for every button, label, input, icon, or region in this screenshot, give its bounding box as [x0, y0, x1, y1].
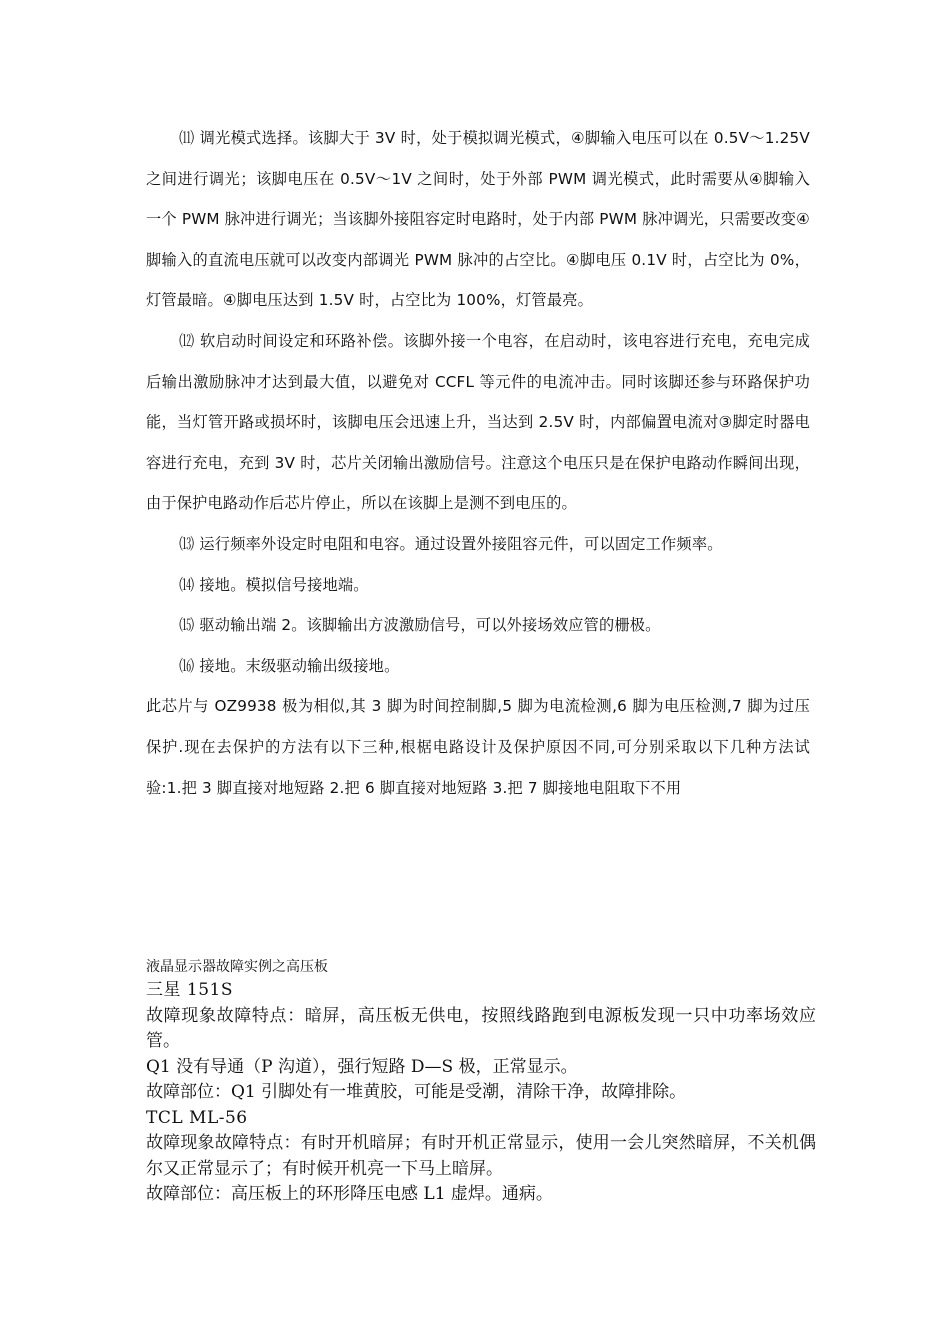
pin-16-paragraph: ⒃ 接地。末级驱动输出级接地。 [179, 656, 400, 675]
pin-15-paragraph: ⒂ 驱动输出端 2。该脚输出方波激励信号，可以外接场效应管的栅极。 [179, 616, 661, 635]
case1-symptom: 故障现象故障特点：暗屏，高压板无供电，按照线路跑到电源板发现一只中功率场效应管。 [146, 1005, 816, 1051]
case2-fault: 故障部位：高压板上的环形降压电感 L1 虚焊。通病。 [146, 1184, 553, 1204]
case1-fault: 故障部位：Q1 引脚处有一堆黄胶，可能是受潮，清除干净，故障排除。 [146, 1082, 687, 1102]
pin-11-paragraph: ⑾ 调光模式选择。该脚大于 3V 时，处于模拟调光模式，④脚输入电压可以在 0.5V～1.25V 之间进行调光；该脚电压在 0.5V～1V 之间时，处于外部 PWM 调光模式，此时需要从④脚输入一个 PWM 脉冲进行调光；当该脚外接阻容定时电路时，处于内部 PWM 脉冲调光，只需要改变④脚输入的直流电压就可以改变内部调光 PWM 脉冲的占空比。④脚电压 0.1V 时，占空比为 0%，灯管最暗。④脚电压达到 1.5V 时，占空比为 100%，灯管最亮。 [146, 129, 810, 310]
pin-12-paragraph: ⑿ 软启动时间设定和环路补偿。该脚外接一个电容，在启动时，该电容进行充电，充电完成后输出激励脉冲才达到最大值，以避免对 CCFL 等元件的电流冲击。同时该脚还参与环路保护功能，当灯管开路或损坏时，该脚电压会迅速上升，当达到 2.5V 时，内部偏置电流对③脚定时器电容进行充电，充到 3V 时，芯片关闭输出激励信号。注意这个电压只是在保护电路动作瞬间出现，由于保护电路动作后芯片停止，所以在该脚上是测不到电压的。 [146, 331, 810, 513]
pin-14-paragraph: ⒁ 接地。模拟信号接地端。 [179, 575, 369, 594]
case2-model: TCL ML-56 [146, 1107, 248, 1128]
case1-model: 三星 151S [146, 980, 233, 1000]
pin-13-paragraph: ⒀ 运行频率外设定时电阻和电容。通过设置外接阻容元件，可以固定工作频率。 [179, 534, 723, 553]
fault-cases-section [146, 956, 816, 1208]
pin-description-section [146, 118, 810, 808]
fault-cases-title: 液晶显示器故障实例之高压板 [146, 959, 328, 975]
case1-detail: Q1 没有导通（P 沟道），强行短路 D—S 极，正常显示。 [146, 1056, 578, 1077]
case2-symptom: 故障现象故障特点：有时开机暗屏；有时开机正常显示，使用一会儿突然暗屏，不关机偶尔又正常显示了；有时候开机亮一下马上暗屏。 [146, 1133, 816, 1179]
chip-note-paragraph: 此芯片与 OZ9938 极为相似,其 3 脚为时间控制脚,5 脚为电流检测,6 脚为电压检测,7 脚为过压保护.现在去保护的方法有以下三种,根椐电路设计及保护原因不同,可分别采取以下几种方法试验:1.把 3 脚直接对地短路 2.把 6 脚直接对地短路 3.把 7 脚接地电阻取下不用 [146, 697, 810, 797]
